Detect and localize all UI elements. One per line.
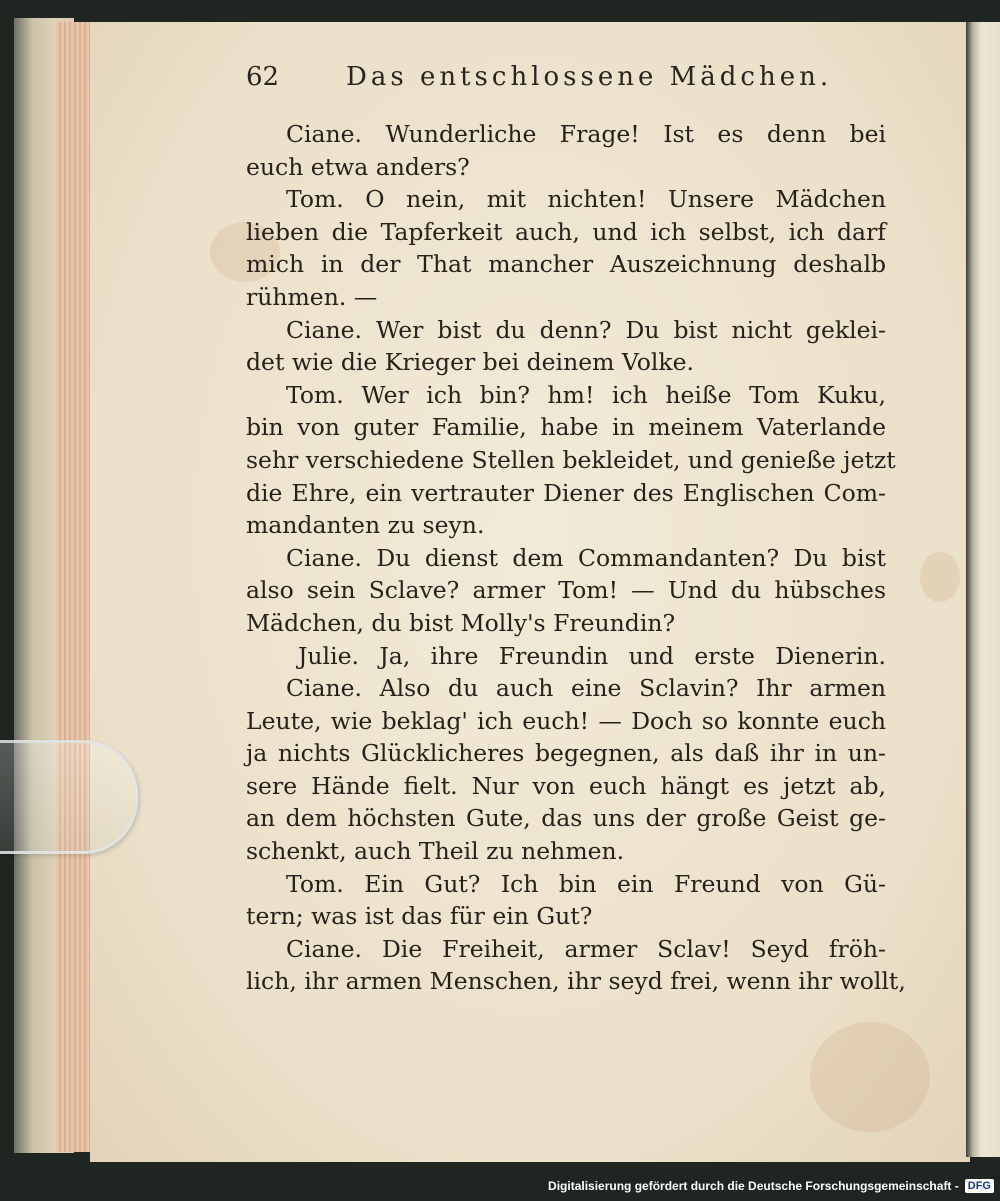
- text-line: Leute, wie beklag' ich euch! — Doch so konnte euch: [246, 706, 886, 735]
- text-line: Ciane. Wunderliche Frage! Ist es denn bei: [286, 120, 886, 148]
- running-title: Das entschlossene Mädchen.: [346, 62, 833, 92]
- text-line: Ciane. Die Freiheit, armer Sclav! Seyd fröh-: [286, 934, 886, 963]
- text-line: Tom. O nein, mit nichten! Unsere Mädchen: [286, 185, 886, 214]
- page-number: 62: [246, 62, 280, 92]
- text-line: bin von guter Familie, habe in meinem Vaterlande: [246, 413, 886, 442]
- body-text: [246, 118, 906, 998]
- page-header: [246, 62, 886, 98]
- text-line: sere Hände fielt. Nur von euch hängt es jetzt ab,: [246, 771, 886, 800]
- text-line: an dem höchsten Gute, das uns der große Geist ge-: [246, 804, 886, 833]
- text-line: mich in der That mancher Auszeichnung deshalb: [246, 250, 886, 279]
- text-line: Julie. Ja, ihre Freundin und erste Dienerin.: [298, 641, 886, 670]
- text-line: lieben die Tapferkeit auch, und ich selbst, ich darf: [246, 217, 886, 246]
- text-line: Ciane. Wer bist du denn? Du bist nicht geklei-: [286, 315, 886, 344]
- text-line: die Ehre, ein vertrauter Diener des Englischen Com-: [246, 478, 886, 507]
- book-right-page-edge: [966, 22, 1000, 1157]
- text-line: also sein Sclave? armer Tom! — Und du hübsches: [246, 576, 886, 605]
- text-line: lich, ihr armen Menschen, ihr seyd frei, wenn ihr wollt,: [246, 967, 906, 996]
- paper-stain: [810, 1022, 930, 1132]
- paper-stain: [920, 552, 960, 602]
- text-line: rühmen. —: [246, 282, 378, 311]
- credit-text: Digitalisierung gefördert durch die Deutsche Forschungsgemeinschaft -: [548, 1179, 959, 1193]
- text-line: sehr verschiedene Stellen bekleidet, und genieße jetzt: [246, 445, 896, 474]
- text-line: mandanten zu seyn.: [246, 511, 485, 540]
- text-line: Tom. Ein Gut? Ich bin ein Freund von Gü-: [286, 869, 886, 898]
- dfg-logo: DFG: [965, 1179, 994, 1193]
- text-line: schenkt, auch Theil zu nehmen.: [246, 837, 625, 866]
- text-line: ja nichts Glücklicheres begegnen, als daß ihr in un-: [246, 739, 886, 768]
- text-line: Ciane. Du dienst dem Commandanten? Du bist: [286, 543, 886, 572]
- text-line: Tom. Wer ich bin? hm! ich heiße Tom Kuku,: [286, 380, 886, 409]
- text-line: tern; was ist das für ein Gut?: [246, 902, 593, 931]
- text-line: det wie die Krieger bei deinem Volke.: [246, 348, 694, 377]
- digitization-credit: [548, 1175, 994, 1197]
- page-clip-bookmark: [0, 740, 138, 854]
- text-line: euch etwa anders?: [246, 152, 470, 181]
- text-line: Ciane. Also du auch eine Sclavin? Ihr armen: [286, 674, 886, 703]
- text-line: Mädchen, du bist Molly's Freundin?: [246, 608, 676, 637]
